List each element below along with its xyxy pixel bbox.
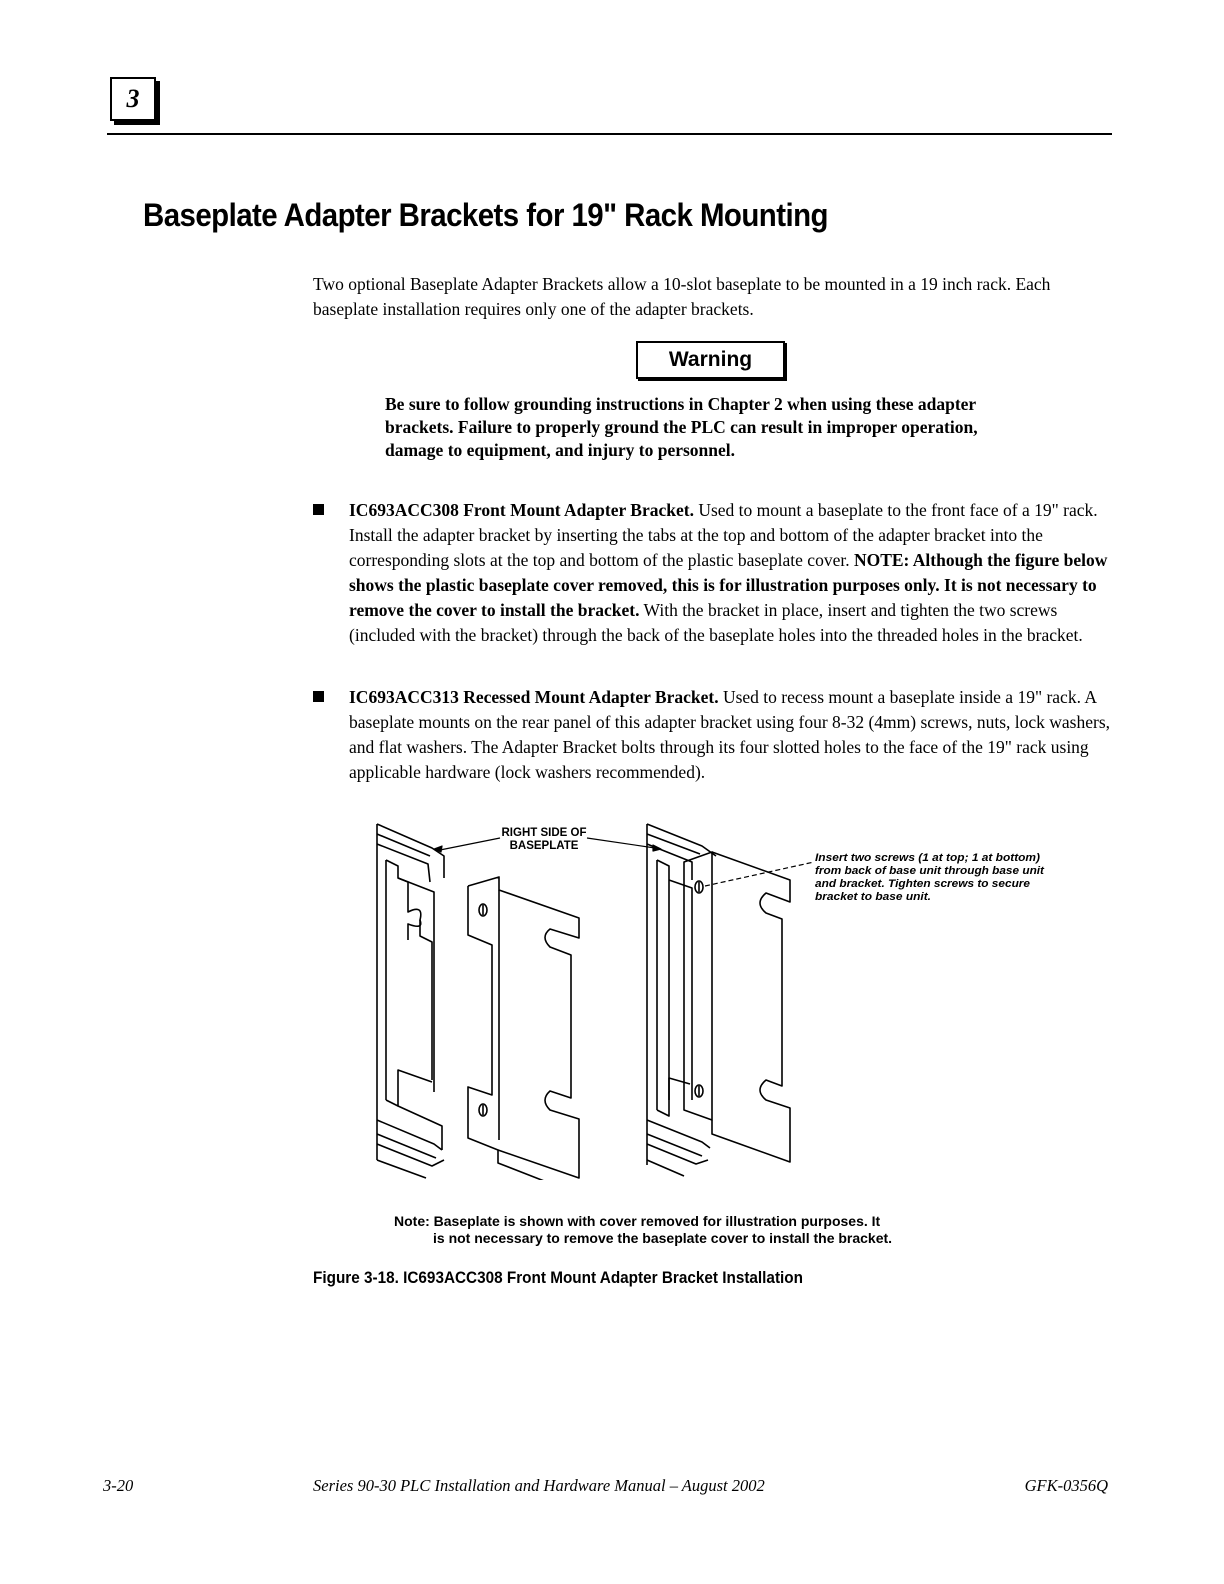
right-side-label: BASEPLATE <box>509 840 579 852</box>
callout-leader <box>705 862 814 886</box>
warning-label: Warning <box>668 348 753 371</box>
figure-caption: Figure 3-18. IC693ACC308 Front Mount Adapter Bracket Installation <box>313 1268 803 1287</box>
screw-callout: and bracket. Tighten screws to secure <box>815 878 1030 890</box>
chapter-number-badge <box>110 77 156 121</box>
figure-note-line: is not necessary to remove the baseplate cover to install the bracket. <box>433 1230 893 1246</box>
warning-text: Be sure to follow grounding instructions in Chapter 2 when using these adapter brackets. Failure to properly ground the PLC can result in improper operation, damage to equipment, and injury to personnel. <box>385 394 978 460</box>
footer-document-id: GFK-0356Q <box>1024 1476 1108 1495</box>
screw-callout: from back of base unit through base unit <box>815 865 1046 877</box>
footer-page-number: 3-20 <box>103 1476 134 1495</box>
adapter-bracket-left-drawing <box>468 877 579 1180</box>
right-side-label: RIGHT SIDE OF <box>501 827 587 839</box>
bullet-paragraph <box>349 685 1113 785</box>
bullet-item-acc308 <box>313 498 1113 648</box>
chapter-number: 3 <box>126 84 140 113</box>
page-title: Baseplate Adapter Brackets for 19" Rack Mounting <box>143 197 828 233</box>
baseplate-side-right-drawing <box>647 824 716 1176</box>
screw-callout: Insert two screws (1 at top; 1 at bottom) <box>815 852 1041 864</box>
footer-manual-title: Series 90-30 PLC Installation and Hardware Manual – August 2002 <box>313 1476 765 1495</box>
bullet-heading: IC693ACC313 Recessed Mount Adapter Bracket. <box>349 687 719 707</box>
adapter-bracket-right-drawing <box>684 852 790 1162</box>
header-rule <box>107 133 1112 135</box>
figure-note-line: Note: Baseplate is shown with cover removed for illustration purposes. It <box>394 1213 881 1229</box>
bullet-body: Used to mount a baseplate to the front face of a 19" rack. Install the adapter bracket by inserting the tabs at the top and bottom of the adapter bracket into the corresponding slots at the top and bottom of the plastic baseplate cover. <box>349 500 1098 570</box>
bullet-heading: IC693ACC308 Front Mount Adapter Bracket. <box>349 500 694 520</box>
screw-callout: bracket to base unit. <box>815 891 931 903</box>
bullet-body-continued: With the bracket in place, insert and tighten the two screws (included with the bracket) through the back of the baseplate holes into the threaded holes in the bracket. <box>349 600 1083 645</box>
figure-note <box>394 1213 994 1247</box>
bullet-note: NOTE: Although the figure below shows the plastic baseplate cover removed, this is for illustration purposes only. It is not necessary to remove the cover to install the bracket. <box>349 550 1108 620</box>
bullet-paragraph <box>349 498 1113 648</box>
bracket-installation-figure <box>372 820 1062 1180</box>
bullet-item-acc313 <box>313 685 1113 785</box>
bullet-square-icon <box>313 691 324 702</box>
intro-paragraph: Two optional Baseplate Adapter Brackets allow a 10-slot baseplate to be mounted in a 19 inch rack. Each baseplate installation requires only one of the adapter brackets. <box>313 274 1051 319</box>
warning-box <box>636 341 785 379</box>
bullet-body: Used to recess mount a baseplate inside a 19" rack. A baseplate mounts on the rear panel of this adapter bracket using four 8-32 (4mm) screws, nuts, lock washers, and flat washers. The Adapter Bracket bolts through its four slotted holes to the face of the 19" rack using applicable hardware (lock washers recommended). <box>349 687 1111 782</box>
bullet-square-icon <box>313 504 324 515</box>
baseplate-side-left-drawing <box>377 824 444 1178</box>
